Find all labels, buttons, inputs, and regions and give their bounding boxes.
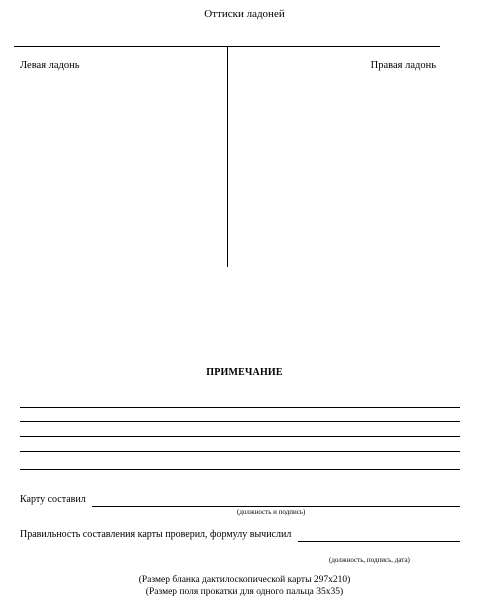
note-line[interactable] <box>20 421 460 422</box>
note-line[interactable] <box>20 407 460 408</box>
blank-size-note: (Размер бланка дактилоскопической карты 297х210) <box>138 575 351 585</box>
left-palm-label: Левая ладонь <box>20 60 80 71</box>
left-palm-area[interactable] <box>14 75 226 267</box>
right-palm-label: Правая ладонь <box>370 60 436 71</box>
note-line[interactable] <box>20 436 460 437</box>
compiled-by-line[interactable] <box>92 506 460 507</box>
right-palm-area[interactable] <box>229 75 440 267</box>
page-title: Оттиски ладоней <box>204 8 285 20</box>
compiled-by-label: Карту составил <box>20 494 86 505</box>
checked-by-line[interactable] <box>298 541 460 542</box>
compiled-by-hint: (должность и подпись) <box>237 508 306 516</box>
note-title: ПРИМЕЧАНИЕ <box>206 367 283 378</box>
checked-by-label: Правильность составления карты проверил, формулу вычислил <box>20 529 292 540</box>
field-size-note: (Размер поля прокатки для одного пальца 35х35) <box>145 587 344 597</box>
note-line[interactable] <box>20 469 460 470</box>
checked-by-hint: (должность, подпись, дата) <box>329 556 410 564</box>
note-line[interactable] <box>20 451 460 452</box>
palm-divider <box>227 46 228 267</box>
